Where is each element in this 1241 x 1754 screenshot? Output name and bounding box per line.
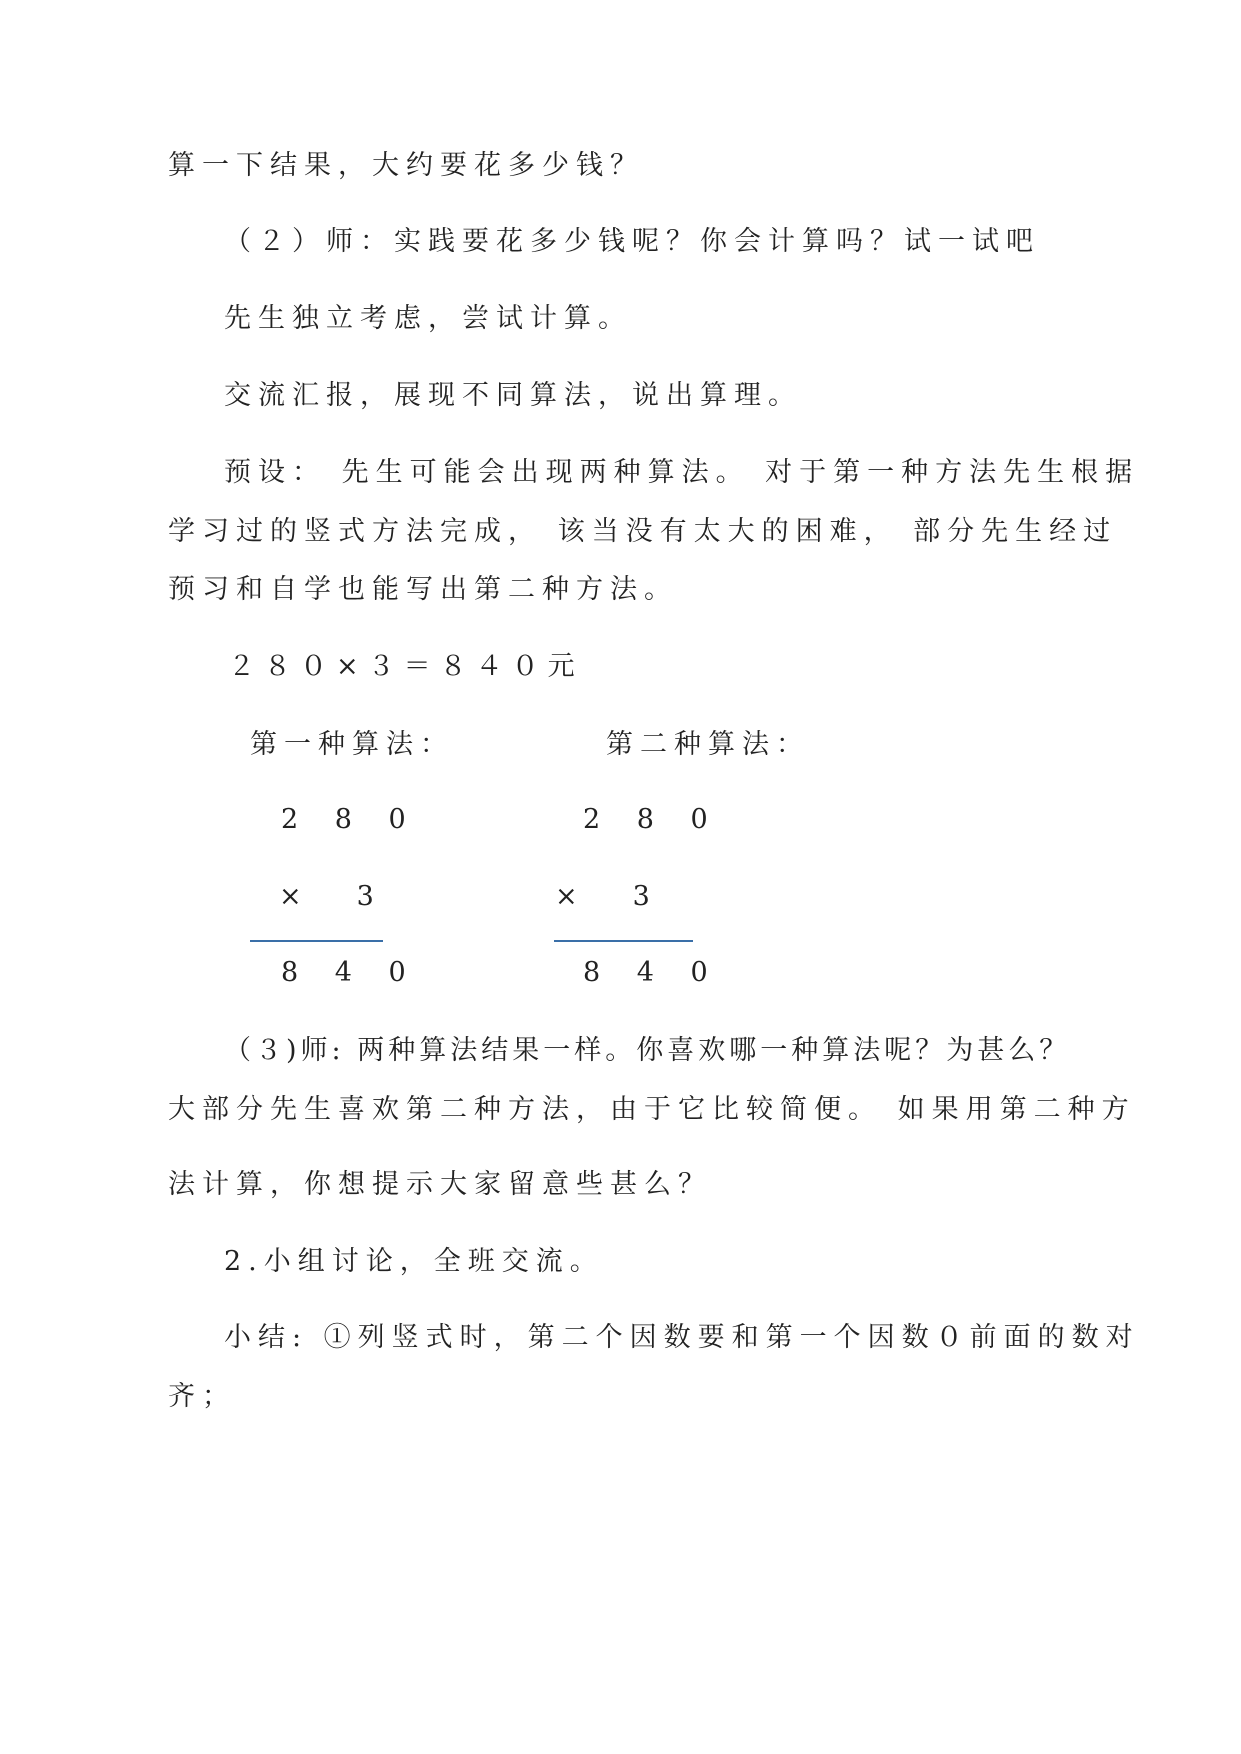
method2-divider-line [554, 940, 693, 942]
paragraph-line: 交流汇报，展现不同算法，说出算理。 [224, 380, 802, 411]
paragraph-line: 预设： 先生可能会出现两种算法。 对于第一种方法先生根据 [224, 457, 1140, 488]
paragraph-line: 大部分先生喜欢第二种方法，由于它比较简便。 如果用第二种方 [168, 1094, 1136, 1125]
paragraph-line: （３)师: 两种算法结果一样。你喜欢哪一种算法呢？为甚么？ [224, 1035, 1071, 1066]
method2-multiplier: × 3 [555, 881, 664, 912]
equation-line: ２８０×３＝８４０元 [228, 651, 584, 682]
method1-divider-line [250, 940, 383, 942]
method1-title: 第一种算法： [250, 729, 454, 760]
paragraph-line: 小结: ①列竖式时，第二个因数要和第一个因数０前面的数对 [224, 1322, 1140, 1353]
paragraph-line: 学习过的竖式方法完成， 该当没有太大的困难， 部分先生经过 [168, 516, 1118, 547]
paragraph-line: 先生独立考虑，尝试计算。 [224, 303, 632, 334]
paragraph-line: 2.小组讨论，全班交流。 [224, 1246, 604, 1277]
method1-multiplicand: 2 8 0 [281, 804, 420, 835]
paragraph-line: 齐； [168, 1381, 236, 1412]
method2-product: 8 4 0 [583, 957, 722, 988]
paragraph-line: 算一下结果，大约要花多少钱？ [168, 150, 644, 181]
paragraph-line: 法计算，你想提示大家留意些甚么？ [168, 1169, 712, 1200]
paragraph-line: （２）师：实践要花多少钱呢？你会计算吗？试一试吧 [224, 226, 1040, 257]
paragraph-line: 预习和自学也能写出第二种方法。 [168, 574, 678, 605]
method2-title: 第二种算法： [606, 729, 810, 760]
method1-product: 8 4 0 [281, 957, 420, 988]
method1-multiplier: × 3 [279, 881, 388, 912]
method2-multiplicand: 2 8 0 [583, 804, 722, 835]
